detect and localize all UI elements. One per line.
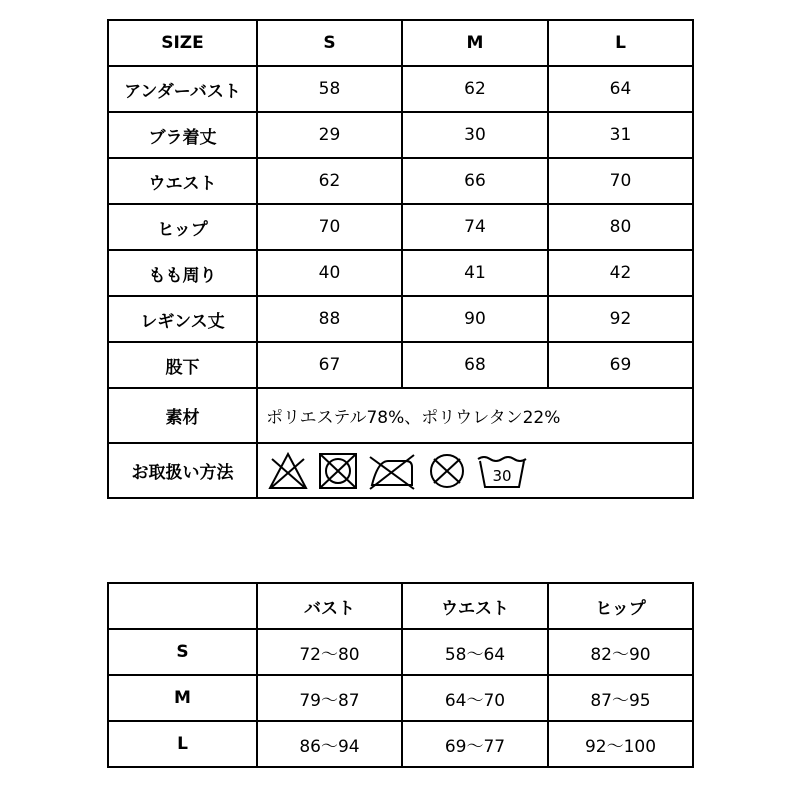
header-cell-size: SIZE — [108, 20, 257, 66]
guide-header-row — [108, 583, 693, 629]
value-cell: 72〜80 — [257, 629, 402, 675]
table-row — [108, 112, 693, 158]
table-row — [108, 204, 693, 250]
care-row — [108, 443, 693, 498]
material-value: ポリエステル78%、ポリウレタン22% — [257, 388, 693, 443]
no-tumble-dry-icon — [317, 451, 359, 491]
value-cell: 79〜87 — [257, 675, 402, 721]
value-cell: 82〜90 — [548, 629, 693, 675]
table-row — [108, 296, 693, 342]
header-cell-empty — [108, 583, 257, 629]
value-cell: 30 — [402, 112, 548, 158]
value-cell: 70 — [257, 204, 402, 250]
value-cell: 64〜70 — [402, 675, 548, 721]
row-label-material: 素材 — [108, 388, 257, 443]
value-cell: 68 — [402, 342, 548, 388]
no-hand-wash-icon — [266, 451, 310, 491]
value-cell: 67 — [257, 342, 402, 388]
wash-30-icon — [476, 451, 528, 491]
table-row — [108, 675, 693, 721]
value-cell: 87〜95 — [548, 675, 693, 721]
row-label-underbust: アンダーバスト — [108, 66, 257, 112]
value-cell: 62 — [257, 158, 402, 204]
header-cell-waist: ウエスト — [402, 583, 548, 629]
value-cell: 74 — [402, 204, 548, 250]
value-cell: 69 — [548, 342, 693, 388]
value-cell: 42 — [548, 250, 693, 296]
table-row — [108, 342, 693, 388]
value-cell: 92〜100 — [548, 721, 693, 767]
value-cell: 88 — [257, 296, 402, 342]
header-cell-m: M — [402, 20, 548, 66]
row-label-thigh: もも周り — [108, 250, 257, 296]
table-row — [108, 250, 693, 296]
value-cell: 58〜64 — [402, 629, 548, 675]
value-cell: 86〜94 — [257, 721, 402, 767]
row-label-m: M — [108, 675, 257, 721]
header-cell-bust: バスト — [257, 583, 402, 629]
value-cell: 92 — [548, 296, 693, 342]
value-cell: 62 — [402, 66, 548, 112]
value-cell: 69〜77 — [402, 721, 548, 767]
material-row — [108, 388, 693, 443]
header-cell-s: S — [257, 20, 402, 66]
no-dry-clean-icon — [425, 451, 469, 491]
value-cell: 41 — [402, 250, 548, 296]
row-label-leggings-length: レギンス丈 — [108, 296, 257, 342]
row-label-waist: ウエスト — [108, 158, 257, 204]
value-cell: 40 — [257, 250, 402, 296]
value-cell: 31 — [548, 112, 693, 158]
size-header-row — [108, 20, 693, 66]
row-label-bra-length: ブラ着丈 — [108, 112, 257, 158]
value-cell: 58 — [257, 66, 402, 112]
care-icons-cell — [257, 443, 693, 498]
header-cell-l: L — [548, 20, 693, 66]
value-cell: 29 — [257, 112, 402, 158]
care-icons — [266, 445, 692, 497]
value-cell: 90 — [402, 296, 548, 342]
value-cell: 66 — [402, 158, 548, 204]
table-row — [108, 629, 693, 675]
row-label-care: お取扱い方法 — [108, 443, 257, 498]
row-label-hip: ヒップ — [108, 204, 257, 250]
header-cell-hip: ヒップ — [548, 583, 693, 629]
value-cell: 70 — [548, 158, 693, 204]
wash-temp-label: 30 — [492, 466, 512, 485]
row-label-s: S — [108, 629, 257, 675]
value-cell: 80 — [548, 204, 693, 250]
table-row — [108, 158, 693, 204]
size-guide-table — [107, 582, 694, 768]
no-iron-icon — [366, 451, 418, 491]
size-table — [107, 19, 694, 499]
table-row — [108, 66, 693, 112]
row-label-l: L — [108, 721, 257, 767]
table-row — [108, 721, 693, 767]
value-cell: 64 — [548, 66, 693, 112]
row-label-inseam: 股下 — [108, 342, 257, 388]
